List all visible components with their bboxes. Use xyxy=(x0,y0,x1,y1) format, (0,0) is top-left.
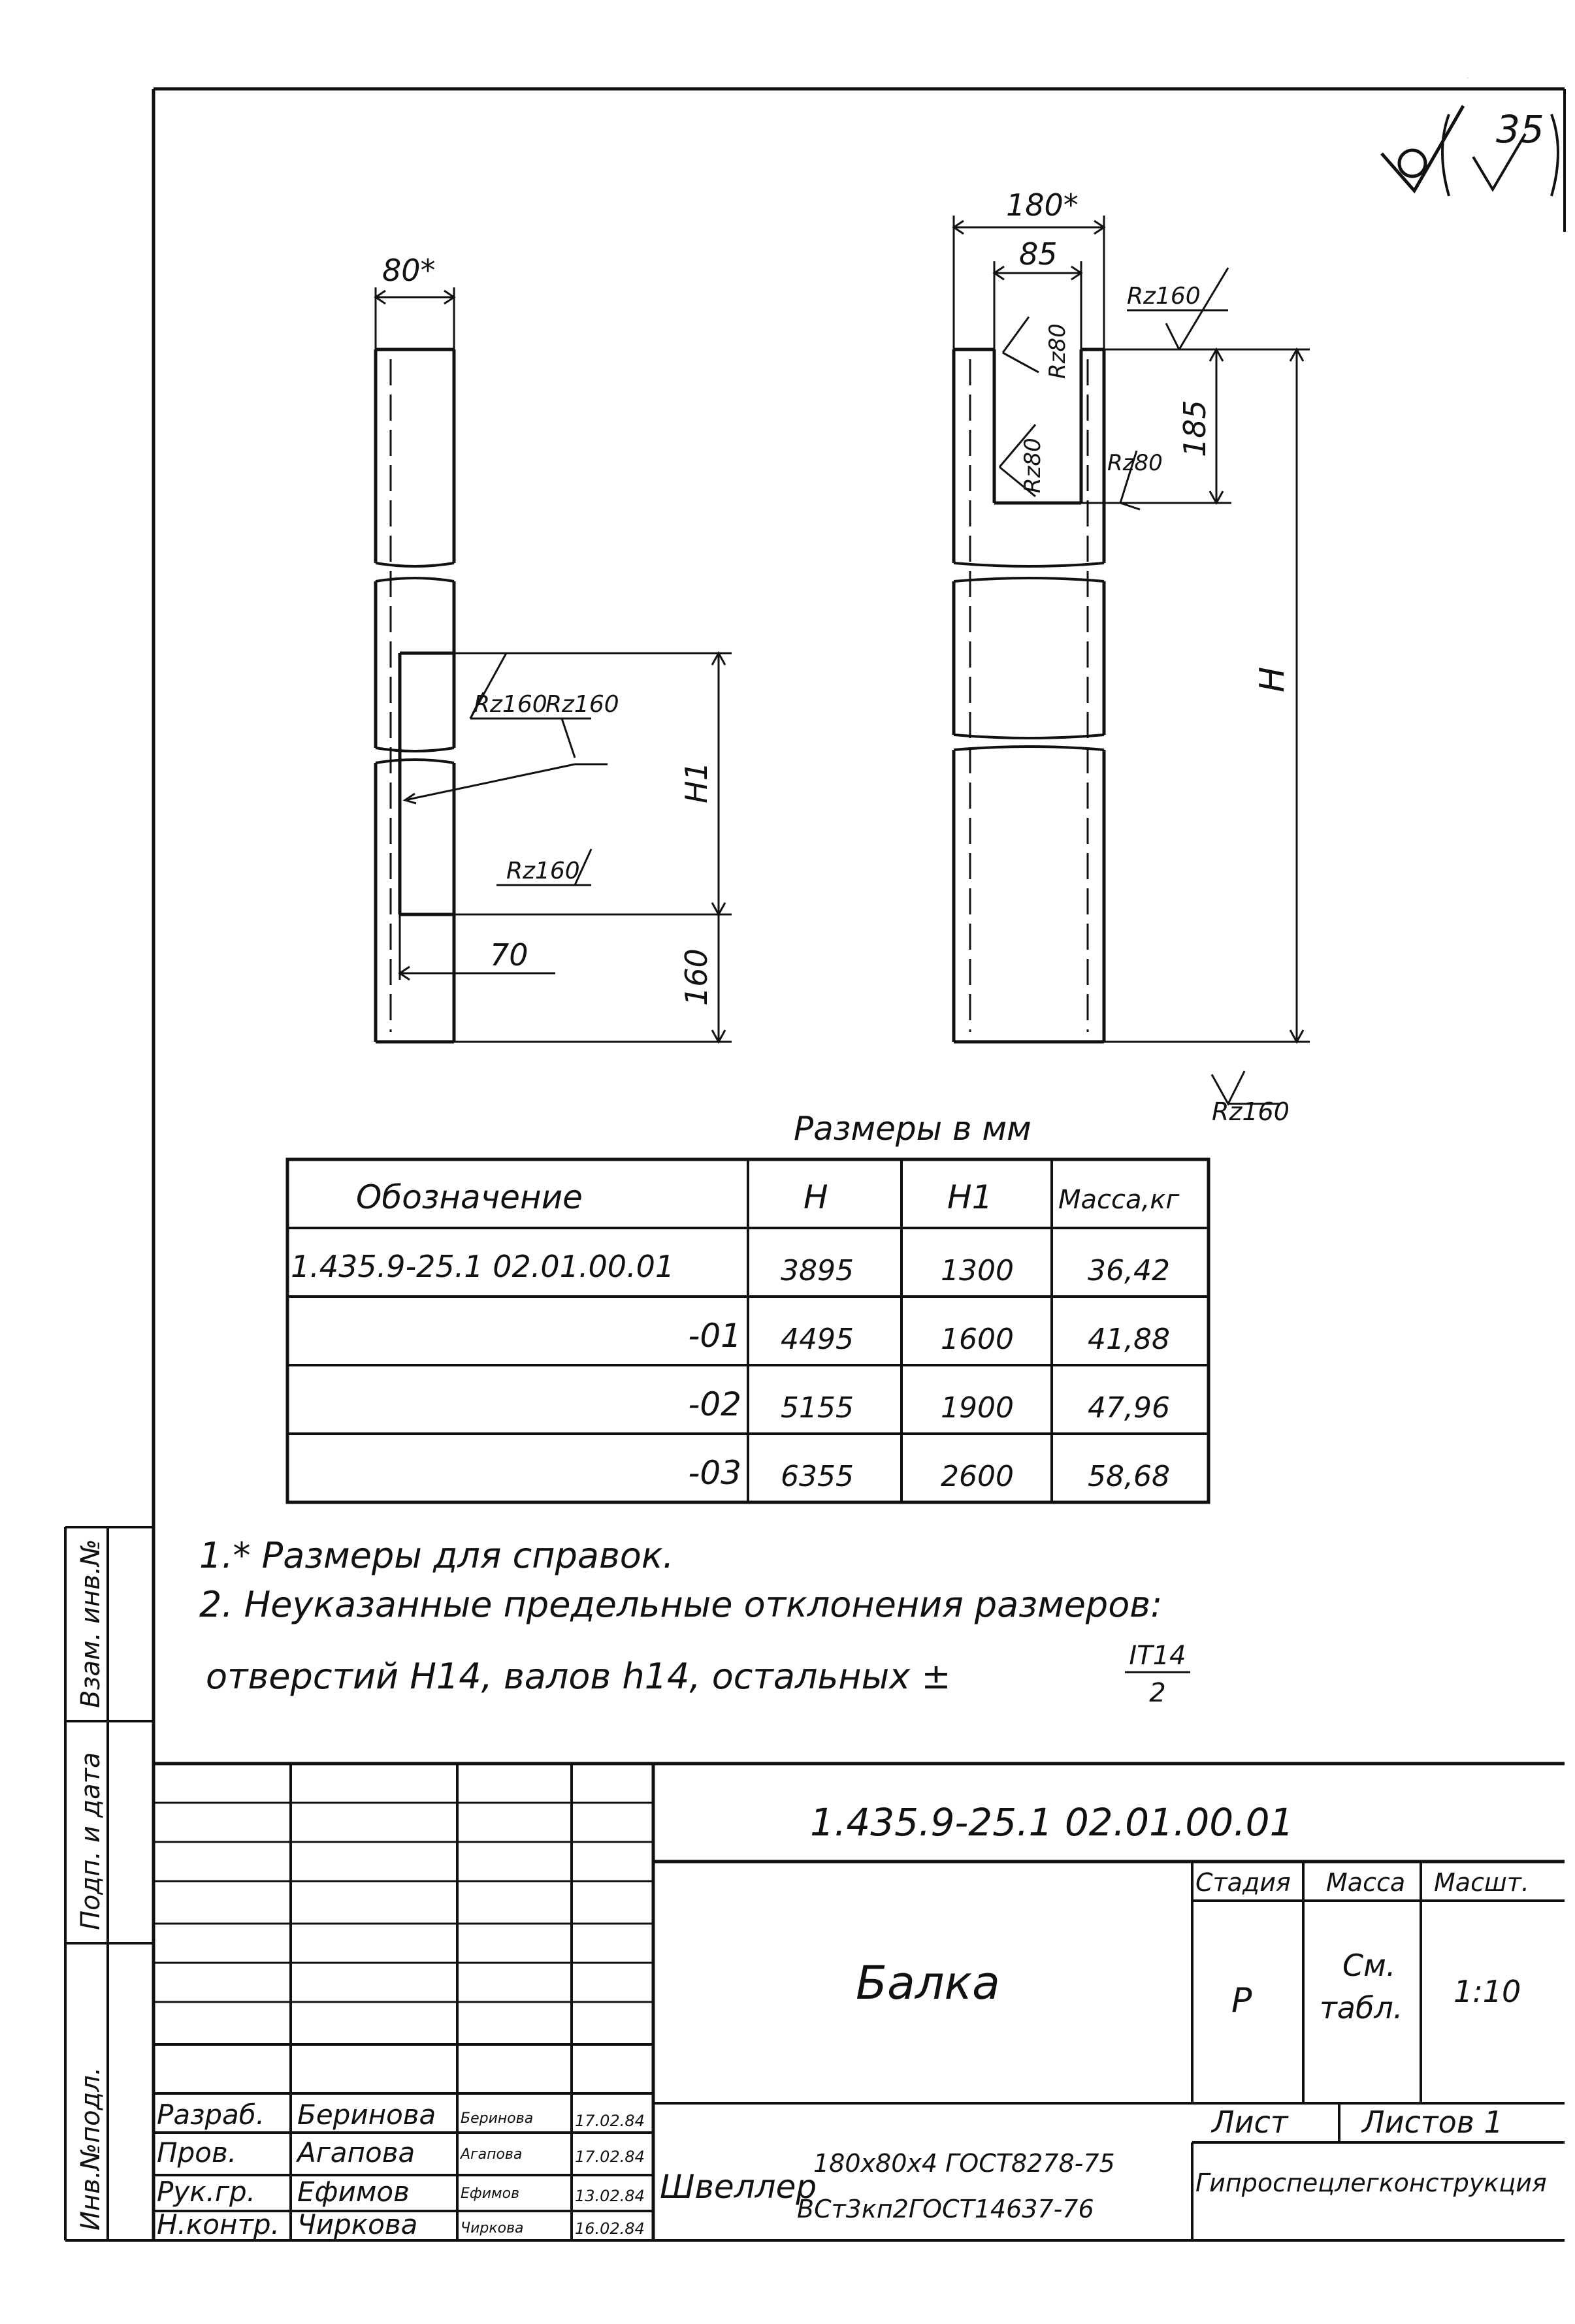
note-2-fraction-bottom: 2 xyxy=(1149,1678,1166,1708)
mass-value-1: См. xyxy=(1342,1948,1396,1983)
note-1: 1.* Размеры для справок. xyxy=(199,1535,674,1576)
table-header-h: H xyxy=(804,1178,828,1216)
table-cell: 1300 xyxy=(941,1254,1014,1287)
stage-label: Стадия xyxy=(1195,1868,1291,1897)
signature-date: 17.02.84 xyxy=(575,2148,645,2166)
left-bottom-dim: 160 xyxy=(679,948,714,1006)
side-stamp-label-replace: Взам. инв.№ xyxy=(76,1539,106,1708)
table-header-mass: Масса,кг xyxy=(1058,1185,1180,1215)
material-top: 180x80x4 ГОСТ8278-75 xyxy=(813,2149,1115,2178)
signature-name: Беринова xyxy=(297,2099,436,2131)
sheets-label: Листов 1 xyxy=(1362,2105,1503,2140)
left-rough-1: Rz160 xyxy=(474,691,547,718)
right-view xyxy=(954,187,1310,1126)
signature-role: Рук.гр. xyxy=(157,2176,255,2208)
signature-date: 16.02.84 xyxy=(575,2219,645,2238)
mass-value-2: табл. xyxy=(1320,1990,1403,2025)
signature-name: Чиркова xyxy=(297,2208,418,2240)
table-cell: 41,88 xyxy=(1088,1323,1170,1356)
doc-code: 1.435.9-25.1 02.01.00.01 xyxy=(810,1800,1294,1845)
organization: Гипроспецлегконструкция xyxy=(1195,2169,1547,2197)
left-width-dim: 80* xyxy=(382,253,436,288)
stage-value: Р xyxy=(1231,1981,1252,2020)
scale-value: 1:10 xyxy=(1453,1974,1521,2009)
page-number: 35 xyxy=(1496,107,1544,152)
table-cell: 58,68 xyxy=(1088,1460,1170,1493)
left-view xyxy=(376,253,732,1042)
item-name: Балка xyxy=(856,1956,1000,2010)
right-rough-2: Rz80 xyxy=(1020,438,1046,493)
side-stamp-label-inv: Инв.№подл. xyxy=(76,2067,106,2231)
table-cell: -03 xyxy=(688,1454,741,1492)
table-header-designation: Обозначение xyxy=(356,1178,583,1216)
right-cut-depth-dim: 185 xyxy=(1177,400,1212,457)
table-cell: 1600 xyxy=(941,1323,1014,1356)
table-cell: -01 xyxy=(688,1317,741,1355)
sheet-label: Лист xyxy=(1212,2105,1288,2140)
right-rough-top: Rz160 xyxy=(1127,283,1201,310)
scale-label: Масшт. xyxy=(1434,1868,1529,1897)
right-rough-1: Rz80 xyxy=(1045,323,1071,379)
right-rough-3: Rz80 xyxy=(1107,450,1163,476)
signature-sign: Агапова xyxy=(461,2146,523,2163)
table-cell: 2600 xyxy=(941,1460,1014,1493)
table-cell: 47,96 xyxy=(1088,1391,1170,1425)
signature-role: Разраб. xyxy=(157,2099,265,2131)
general-roughness-text: Rz160 xyxy=(1467,78,1469,79)
right-rough-bottom: Rz160 xyxy=(1212,1097,1290,1126)
signature-date: 17.02.84 xyxy=(575,2112,645,2130)
table-cell: 4495 xyxy=(781,1323,854,1356)
material-label: Швеллер xyxy=(660,2168,817,2206)
right-cut-width-dim: 85 xyxy=(1019,236,1058,272)
signature-sign: Ефимов xyxy=(461,2186,520,2202)
signature-sign: Беринова xyxy=(461,2110,534,2127)
left-rough-2: Rz160 xyxy=(545,691,619,718)
signature-role: Н.контр. xyxy=(157,2208,280,2240)
table-header-h1: H1 xyxy=(947,1178,993,1216)
table-cell: -02 xyxy=(688,1385,741,1423)
right-width-dim: 180* xyxy=(1006,187,1079,223)
signature-role: Пров. xyxy=(157,2137,237,2169)
units-caption: Размеры в мм xyxy=(794,1110,1031,1148)
table-cell: 1900 xyxy=(941,1391,1014,1425)
signature-name: Ефимов xyxy=(297,2176,410,2208)
note-2-fraction-top: IT14 xyxy=(1129,1641,1186,1671)
note-2-line-1: 2. Неуказанные предельные отклонения размеров: xyxy=(199,1584,1163,1625)
table-cell: 6355 xyxy=(781,1460,854,1493)
mass-label: Масса xyxy=(1326,1868,1406,1897)
table-cell: 36,42 xyxy=(1088,1254,1170,1287)
left-offset-dim: 70 xyxy=(490,937,528,973)
left-h1-dim: H1 xyxy=(679,762,714,803)
signature-name: Агапова xyxy=(297,2137,415,2169)
table-cell: 1.435.9-25.1 02.01.00.01 xyxy=(291,1249,675,1284)
table-cell: 3895 xyxy=(781,1254,854,1287)
signature-sign: Чиркова xyxy=(461,2220,524,2236)
right-length-dim: H xyxy=(1253,666,1292,692)
note-2-line-2: отверстий H14, валов h14, остальных ± xyxy=(206,1656,951,1697)
left-rough-3: Rz160 xyxy=(506,858,580,884)
material-bottom: ВСт3кп2ГОСТ14637-76 xyxy=(797,2195,1094,2223)
table-cell: 5155 xyxy=(781,1391,854,1425)
side-stamp-label-sign-date: Подп. и дата xyxy=(76,1752,106,1930)
signature-date: 13.02.84 xyxy=(575,2187,645,2205)
